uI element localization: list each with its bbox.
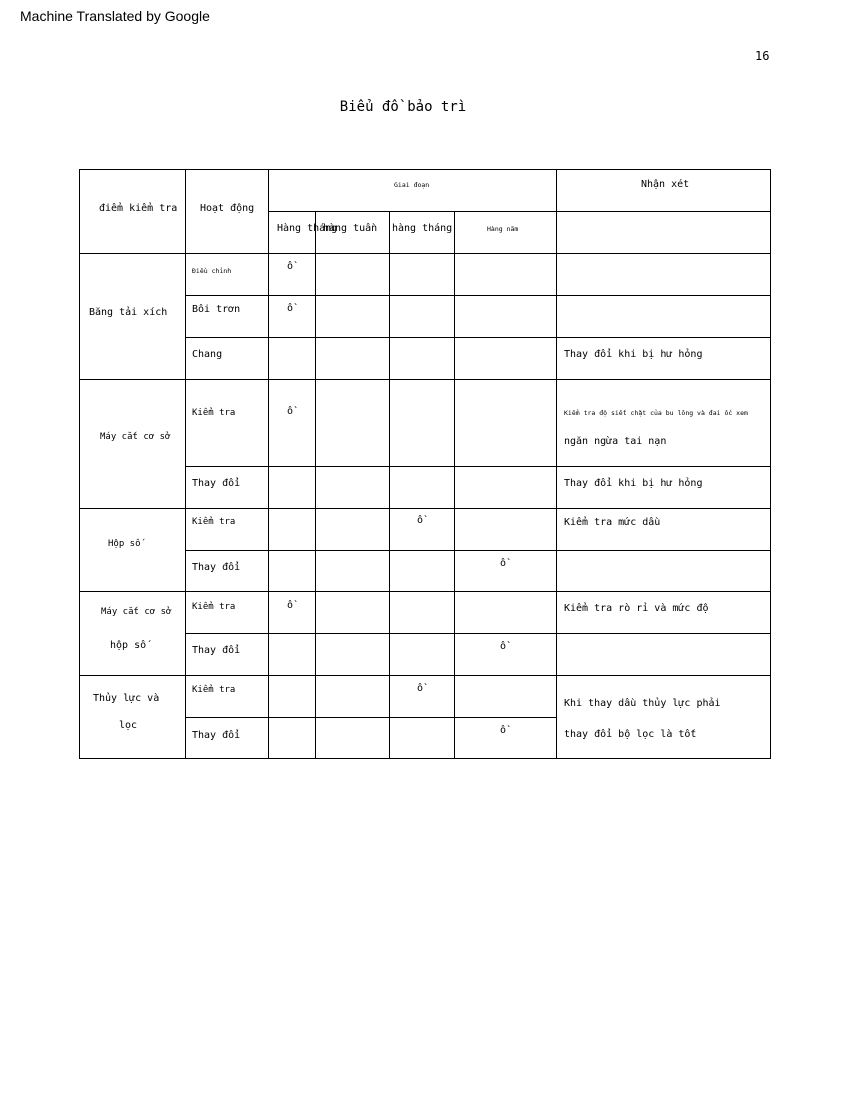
table-line — [770, 169, 771, 759]
table-line — [79, 675, 771, 676]
activity-inspect: Kiểm tra — [192, 408, 236, 418]
header-period: Giai đoạn — [394, 181, 430, 189]
table-line — [79, 508, 771, 509]
remark-line: Khi thay dầu thủy lực phải — [564, 698, 721, 709]
table-line — [185, 633, 771, 634]
table-line — [185, 295, 771, 296]
header-activity: Hoạt động — [200, 203, 255, 214]
table-line — [454, 211, 455, 759]
checkpoint-gearbox: Hộp số — [108, 539, 141, 549]
checkpoint-base-cutter: Máy cắt cơ sở — [100, 432, 171, 442]
activity-lubricate: Bôi trơn — [192, 304, 241, 315]
schedule-mark: ồ — [287, 261, 294, 272]
table-line — [268, 169, 269, 759]
schedule-mark: ồ — [417, 515, 424, 526]
checkpoint-hydraulic-filter: lọc — [119, 720, 138, 731]
table-line — [79, 253, 771, 254]
activity-replace: Thay đổi — [192, 730, 241, 741]
table-line — [185, 337, 771, 338]
activity-adjust: Điều chỉnh — [192, 267, 232, 275]
remark: Kiểm tra mức dầu — [564, 517, 661, 528]
table-line — [79, 591, 771, 592]
header-weekly: hàng tuần — [323, 223, 378, 234]
checkpoint-base-cutter-gearbox: hộp số — [110, 640, 147, 651]
schedule-mark: ồ — [500, 641, 507, 652]
activity-change: Chang — [192, 349, 223, 360]
table-line — [185, 550, 771, 551]
maintenance-table — [79, 169, 771, 759]
table-line — [79, 379, 771, 380]
remark: Kiểm tra rò rỉ và mức độ — [564, 603, 709, 614]
activity-replace: Thay đổi — [192, 645, 241, 656]
checkpoint-hydraulic-filter: Thủy lực và — [93, 693, 160, 704]
checkpoint-base-cutter-gearbox: Máy cắt cơ sở — [101, 607, 172, 617]
header-remarks: Nhận xét — [641, 179, 690, 190]
page-number: 16 — [755, 49, 770, 63]
header-checkpoint: điểm kiểm tra — [99, 203, 178, 214]
table-line — [315, 211, 316, 759]
table-line — [79, 758, 771, 759]
schedule-mark: ồ — [287, 406, 294, 417]
table-line — [185, 169, 186, 759]
table-line — [185, 717, 557, 718]
header-daily: Hàng tháng — [277, 223, 338, 234]
page-title: Biểu đồ bảo trì — [339, 99, 467, 115]
table-line — [389, 211, 390, 759]
table-line — [79, 169, 771, 170]
checkpoint-chain-conveyor: Băng tải xích — [89, 307, 168, 318]
schedule-mark: ồ — [500, 725, 507, 736]
remark-line: Kiểm tra độ siết chặt của bu lông và đai ốc xem — [564, 409, 748, 417]
remark: Thay đổi khi bị hư hỏng — [564, 478, 703, 489]
activity-inspect: Kiểm tra — [192, 517, 236, 527]
activity-inspect: Kiểm tra — [192, 685, 236, 695]
remark: Thay đổi khi bị hư hỏng — [564, 349, 703, 360]
activity-replace: Thay đổi — [192, 562, 241, 573]
machine-translation-banner: Machine Translated by Google — [20, 8, 210, 24]
activity-replace: Thay đổi — [192, 478, 241, 489]
remark-line: ngăn ngừa tai nạn — [564, 436, 667, 447]
table-line — [185, 466, 771, 467]
schedule-mark: ồ — [417, 683, 424, 694]
schedule-mark: ồ — [287, 600, 294, 611]
remark-line: thay đổi bộ lọc là tốt — [564, 729, 697, 740]
table-line — [79, 169, 80, 759]
table-line — [556, 169, 557, 759]
schedule-mark: ồ — [287, 303, 294, 314]
activity-inspect: Kiểm tra — [192, 602, 236, 612]
table-line — [269, 211, 771, 212]
schedule-mark: ồ — [500, 558, 507, 569]
header-monthly: hàng tháng — [392, 223, 453, 234]
header-yearly: Hàng năm — [487, 225, 519, 233]
